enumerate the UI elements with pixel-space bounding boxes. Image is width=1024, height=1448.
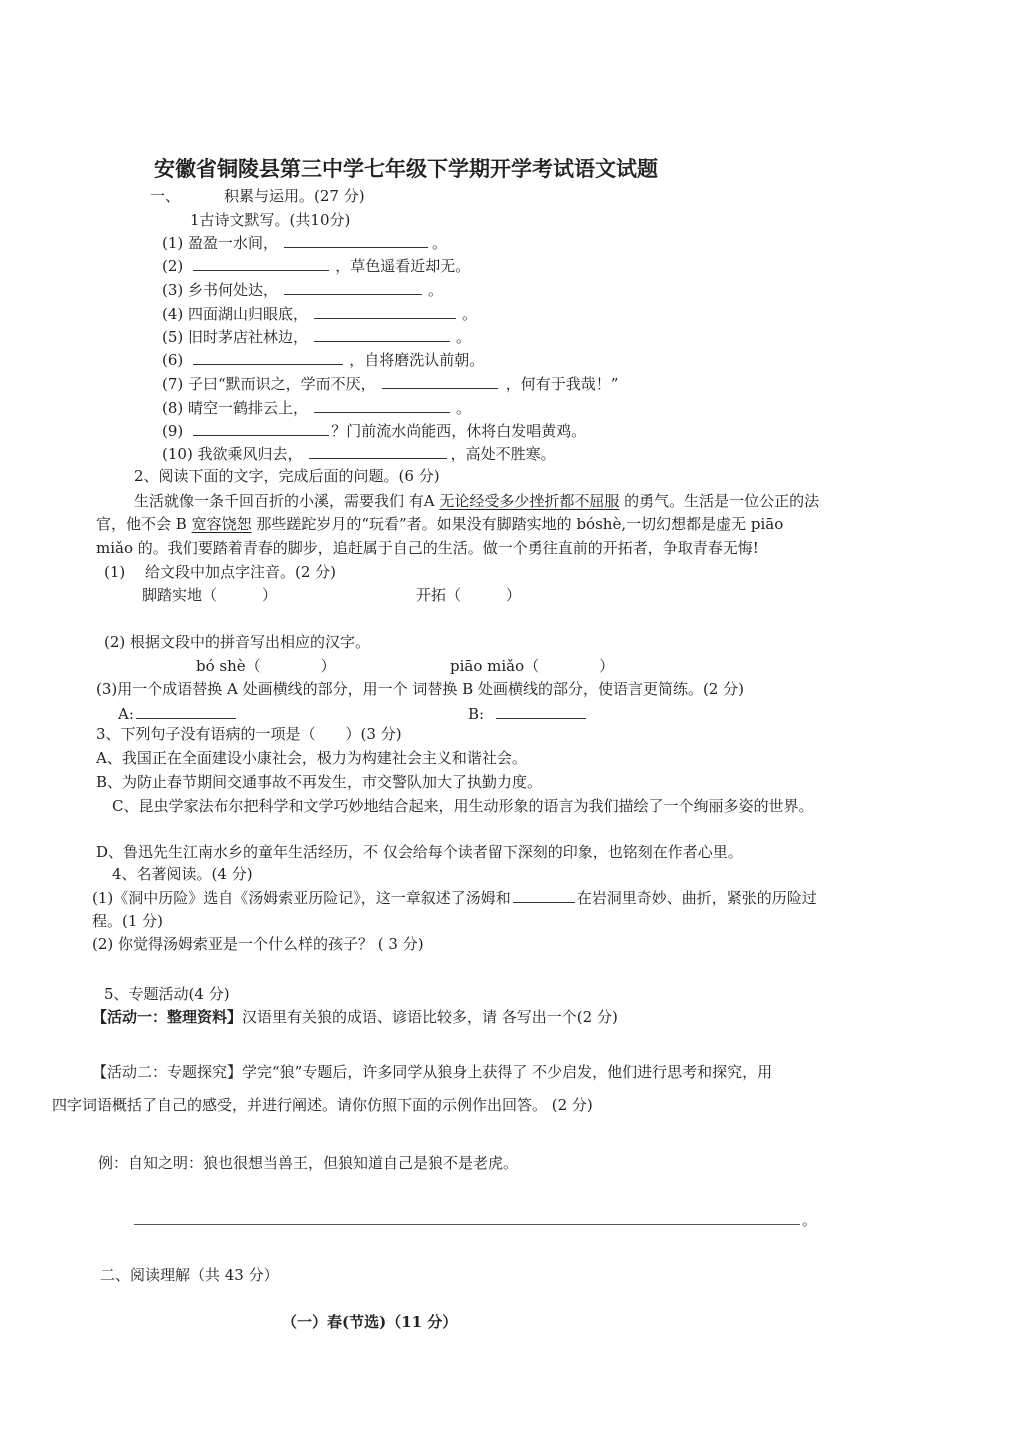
sub-question: (1)《洞中历险》选自《汤姆索亚历险记》，这一章叙述了汤姆和 在岩洞里奇妙、曲折，紧张的历险过 (92, 889, 817, 907)
section-number: 一、 (150, 187, 181, 205)
activity-one: 【活动一：整理资料】汉语里有关狼的成语、谚语比较多，请 各写出一个(2 分) (92, 1008, 618, 1026)
question-title: 3、下列句子没有语病的一项是（ ）(3 分) (96, 725, 402, 743)
poem-item: (6) ，自将磨洗认前朝。 (162, 351, 485, 369)
poem-item: (4) 四面湖山归眼底， 。 (162, 305, 478, 323)
answer-end-mark: 。 (802, 1211, 818, 1229)
poem-item: (5) 旧时茅店社林边， 。 (162, 328, 472, 346)
poem-item: (10) 我欲乘风归去， ，高处不胜寒。 (162, 445, 556, 463)
passage-line: 生活就像一条千回百折的小溪，需要我们 有A 无论经受多少挫折都不屈服 的勇气。生活是一位公正的法 (134, 492, 820, 510)
question-title: 4、名著阅读。(4 分) (112, 865, 253, 883)
sub-question: (1) 给文段中加点字注音。(2 分) (104, 563, 337, 581)
question-title: 1古诗文默写。(共10分) (190, 211, 351, 229)
poem-item: (1) 盈盈一水间， 。 (162, 234, 448, 252)
activity-two: 【活动二：专题探究】学完“狼”专题后，许多同学从狼身上获得了 不少启发，他们进行思考和探究，用 (92, 1063, 773, 1081)
activity-two-cont: 四字词语概括了自己的感受，并进行阐述。请你仿照下面的示例作出回答。 (2 分) (52, 1096, 593, 1114)
passage-line: 官，他不会 B 宽容饶恕 那些蹉跎岁月的“玩看”者。如果没有脚踏实地的 bóshè,一切幻想都是虚无 piāo (96, 515, 784, 533)
hanzi-blank[interactable]: piāo miǎo（ ） (450, 657, 615, 675)
option-d: D、鲁迅先生江南水乡的童年生活经历，不 仅会给每个读者留下深刻的印象，也铭刻在作者心里。 (96, 843, 743, 861)
pinyin-blank[interactable]: 脚踏实地（ ） (142, 586, 278, 604)
section-heading: 积累与运用。(27 分) (224, 187, 365, 205)
poem-item: (8) 晴空一鹤排云上， 。 (162, 399, 472, 417)
sub-question: (2) 你觉得汤姆索亚是一个什么样的孩子？ ( 3 分) (92, 935, 424, 953)
section-heading: 二、阅读理解（共 43 分） (100, 1266, 279, 1284)
sub-question-cont: 程。(1 分) (92, 912, 164, 930)
option-b: B、为防止春节期间交通事故不再发生，市交警队加大了执勤力度。 (96, 773, 543, 791)
subsection-heading: （一）春(节选)（11 分） (282, 1313, 458, 1331)
answer-line[interactable] (134, 1224, 800, 1225)
page-title: 安徽省铜陵县第三中学七年级下学期开学考试语文试题 (154, 156, 658, 181)
question-title: 5、专题活动(4 分) (104, 985, 230, 1003)
poem-item: (9) ？门前流水尚能西，休将白发唱黄鸡。 (162, 422, 587, 440)
sub-question: (3)用一个成语替换 A 处画横线的部分，用一个 词替换 B 处画横线的部分，使语言更简练。(2 分) (96, 680, 744, 698)
answer-a[interactable]: A: (118, 704, 236, 724)
answer-b[interactable]: B: (468, 704, 586, 724)
passage-line: miǎo 的。我们要踏着青春的脚步，追赶属于自己的生活。做一个勇往直前的开拓者，争取青春无悔! (96, 539, 759, 557)
example-text: 例：自知之明：狼也很想当兽王，但狼知道自己是狼不是老虎。 (98, 1154, 519, 1172)
option-a: A、我国正在全面建设小康社会，极力为构建社会主义和谐社会。 (96, 749, 527, 767)
sub-question: (2) 根据文段中的拼音写出相应的汉字。 (104, 633, 371, 651)
poem-item: (2) ，草色遥看近却无。 (162, 257, 471, 275)
option-c: C、昆虫学家法布尔把科学和文学巧妙地结合起来，用生动形象的语言为我们描绘了一个绚丽多姿的世界。 (112, 797, 814, 815)
question-title: 2、阅读下面的文字，完成后面的问题。(6 分) (134, 467, 440, 485)
poem-item: (7) 子曰“默而识之，学而不厌， ，何有于我哉！” (162, 375, 619, 393)
hanzi-blank[interactable]: bó shè（ ） (196, 657, 336, 675)
pinyin-blank[interactable]: 开拓（ ） (416, 586, 522, 604)
poem-item: (3) 乡书何处达， 。 (162, 281, 444, 299)
